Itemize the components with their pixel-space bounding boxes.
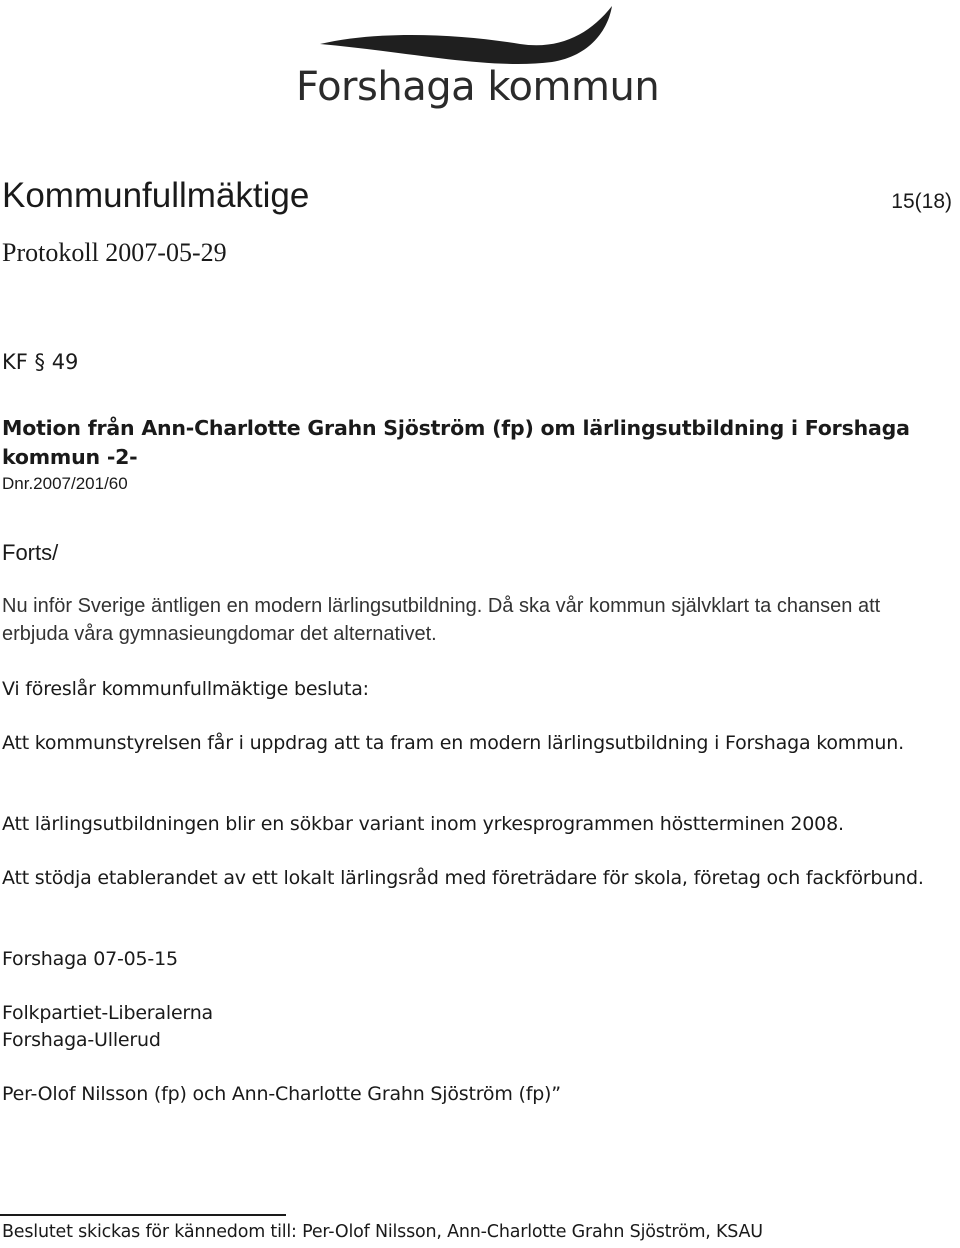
footnote-divider <box>0 1214 286 1216</box>
section-number: KF § 49 <box>2 350 79 374</box>
registration-number: Dnr.2007/201/60 <box>2 474 128 493</box>
document-title: Kommunfullmäktige <box>2 176 310 215</box>
distribution-note: Beslutet skickas för kännedom till: Per-Olof Nilsson, Ann-Charlotte Grahn Sjöström, KSAU <box>2 1222 763 1242</box>
intro-paragraph: Nu inför Sverige äntligen en modern lärlingsutbildning. Då ska vår kommun självklart ta chansen att erbjuda våra gymnasieungdomar det alternativet. <box>2 595 881 645</box>
proposal-point-2: Att lärlingsutbildningen blir en sökbar variant inom yrkesprogrammen höstterminen 2008. <box>2 813 844 835</box>
proposal-point-1: Att kommunstyrelsen får i uppdrag att ta fram en modern lärlingsutbildning i Forshaga kommun. <box>2 732 904 754</box>
proposal-point-3: Att stödja etablerandet av ett lokalt lärlingsråd med företrädare för skola, företag och fackförbund. <box>2 867 924 889</box>
place-date: Forshaga 07-05-15 <box>2 948 178 970</box>
protocol-date: Protokoll 2007-05-29 <box>2 238 227 267</box>
proposal-heading: Vi föreslår kommunfullmäktige besluta: <box>2 678 369 700</box>
continued-label: Forts/ <box>2 540 59 565</box>
party-name: Folkpartiet-Liberalerna <box>2 1002 213 1024</box>
party-local-branch: Forshaga-Ullerud <box>2 1029 161 1051</box>
signatures: Per-Olof Nilsson (fp) och Ann-Charlotte Grahn Sjöström (fp)” <box>2 1083 561 1105</box>
motion-title: Motion från Ann-Charlotte Grahn Sjöström (fp) om lärlingsutbildning i Forshaga kommun -2- <box>2 416 910 469</box>
page-number: 15(18) <box>891 190 952 213</box>
logo-text: Forshaga kommun <box>296 64 660 110</box>
